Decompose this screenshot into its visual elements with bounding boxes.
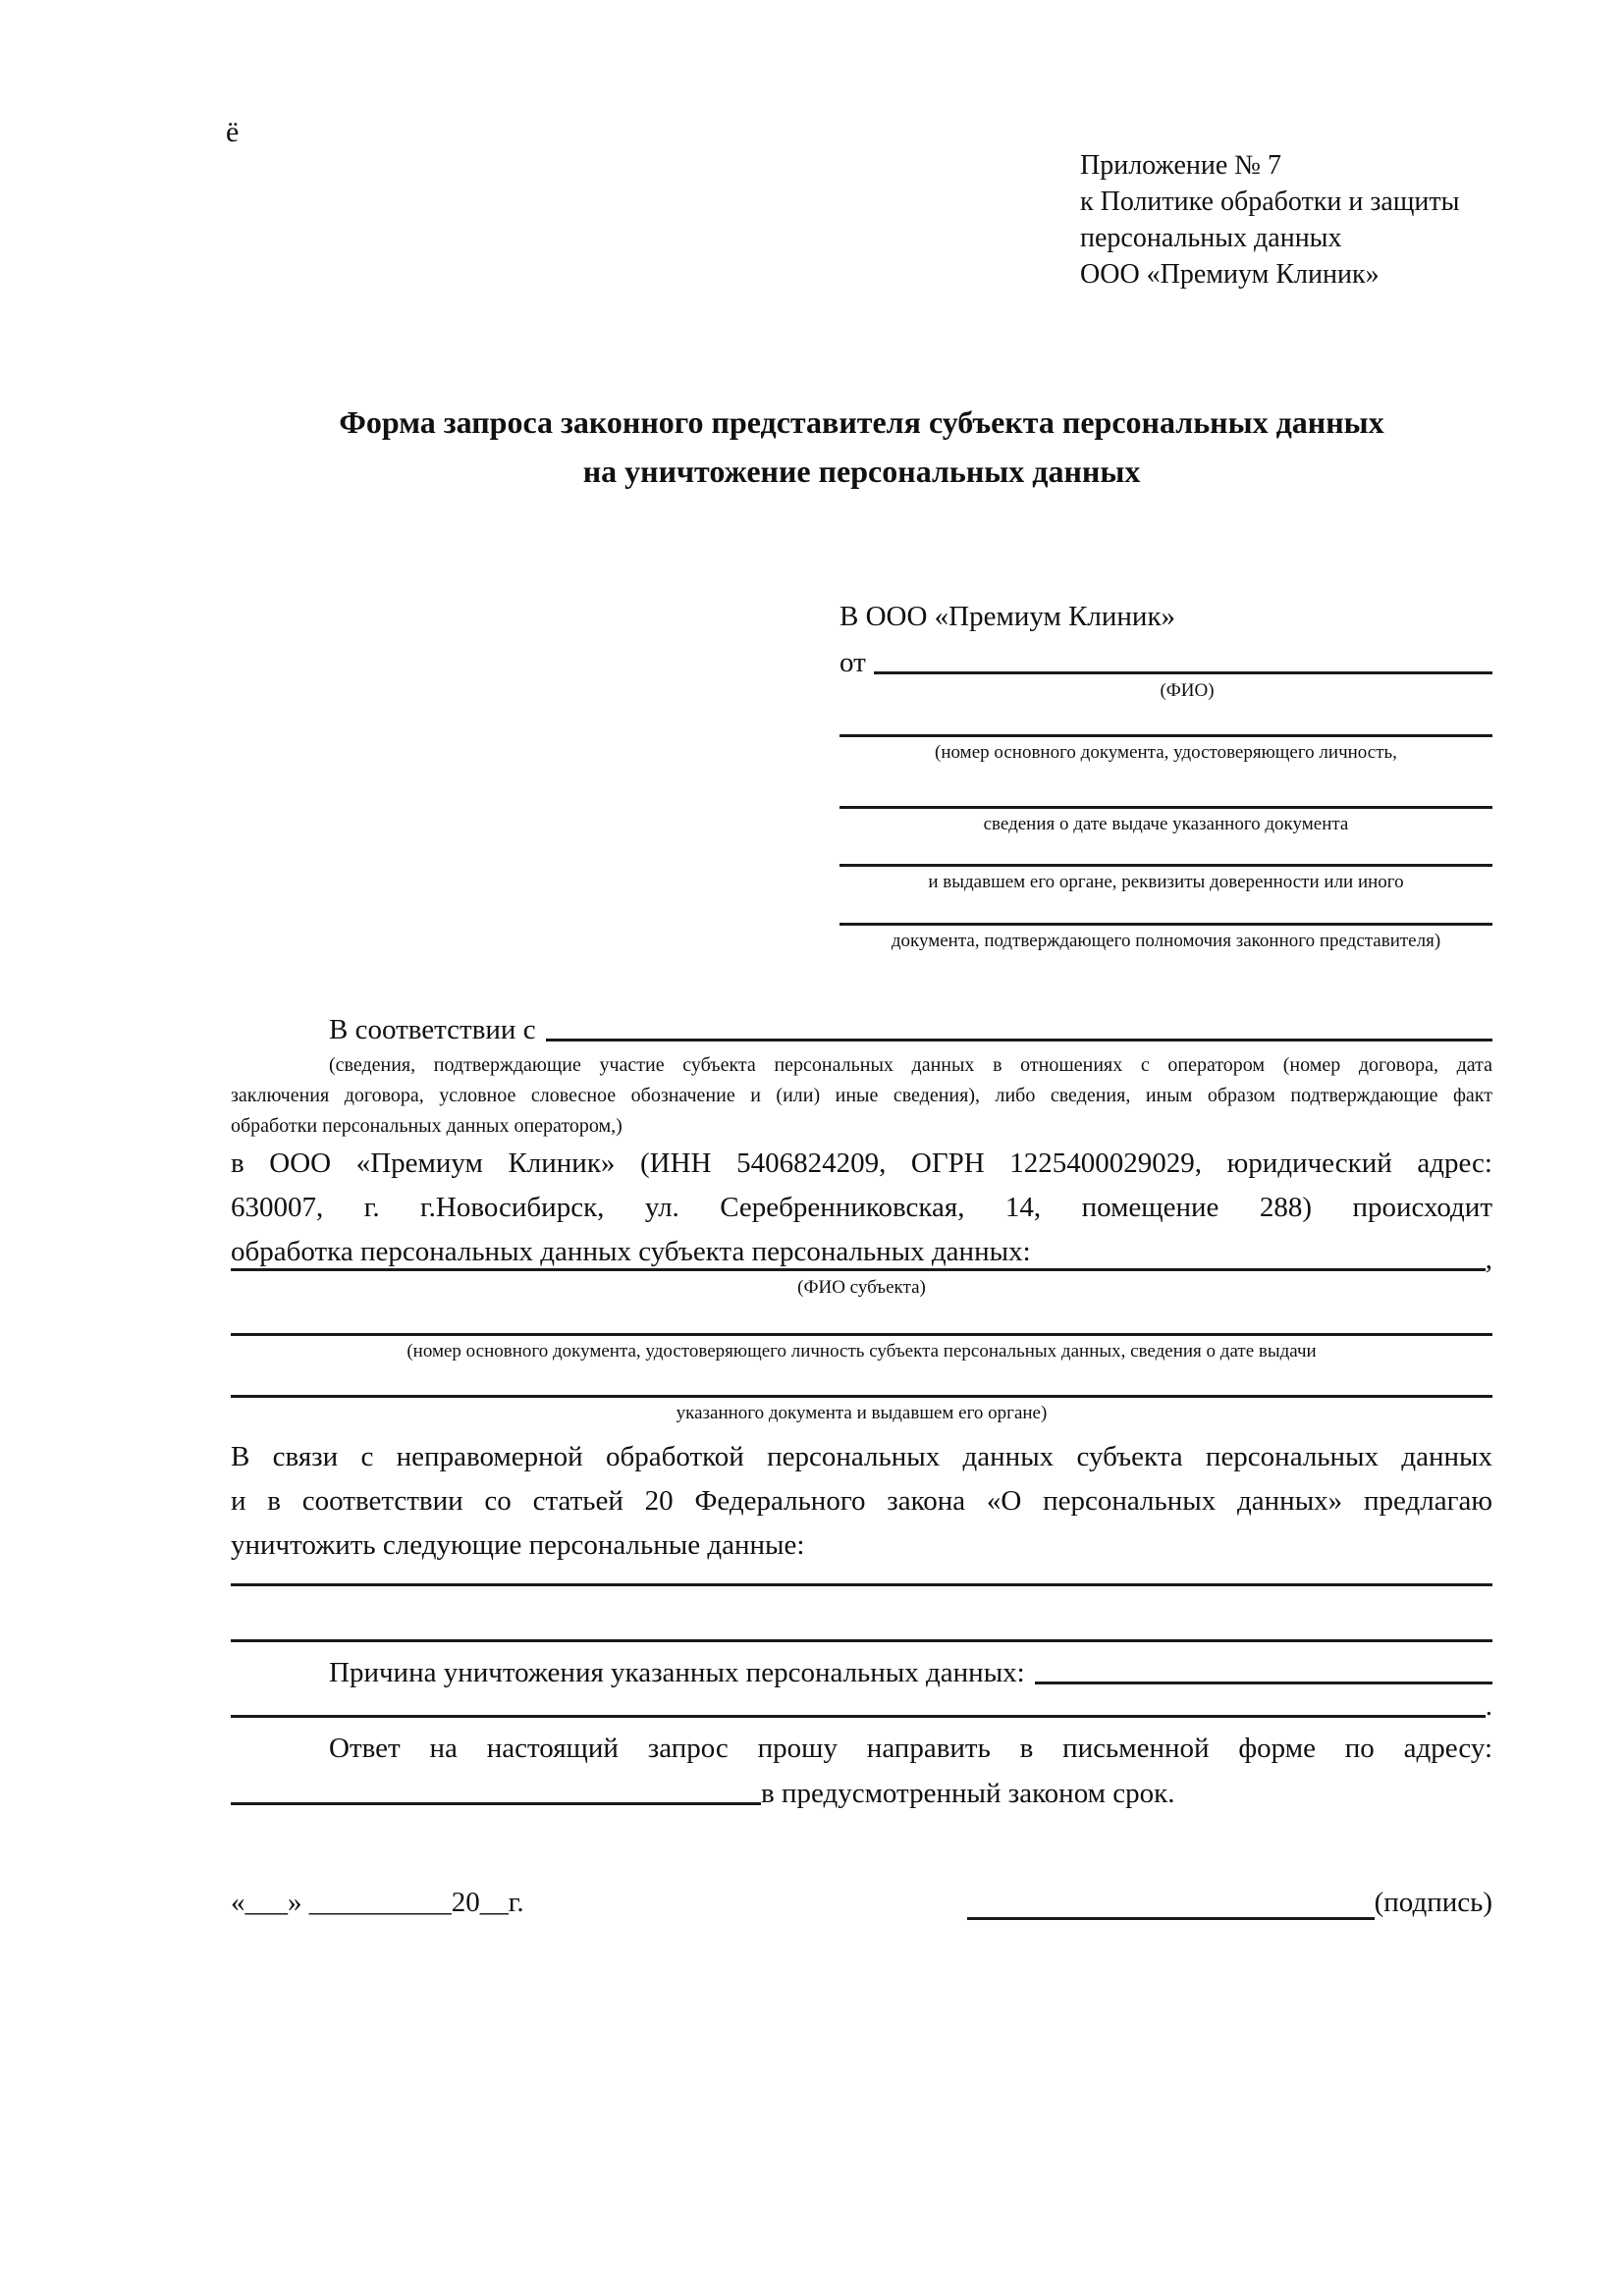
signature-fill-line bbox=[967, 1917, 1375, 1920]
reply-paragraph: Ответ на настоящий запрос прошу направить в письменной форме по адресу: bbox=[329, 1733, 1492, 1764]
stray-character: ё bbox=[226, 116, 240, 148]
accordance-note-line: обработки персональных данных оператором,) bbox=[231, 1115, 623, 1137]
document-title-line: на уничтожение персональных данных bbox=[582, 454, 1141, 489]
data-fill-line-2 bbox=[231, 1639, 1492, 1642]
representative-doc-caption-4: документа, подтверждающего полномочия законного представителя) bbox=[891, 931, 1441, 951]
document-title-line: Форма запроса законного представителя субъекта персональных данных bbox=[339, 404, 1384, 440]
subject-doc-caption-2: указанного документа и выдавшем его органе) bbox=[676, 1403, 1048, 1423]
accordance-fill-line bbox=[546, 1039, 1492, 1041]
signature-caption: (подпись) bbox=[1374, 1887, 1492, 1918]
appendix-line: ООО «Премиум Клиник» bbox=[1080, 259, 1380, 290]
footer-row bbox=[231, 1881, 1492, 1925]
appendix-line: Приложение № 7 bbox=[1080, 150, 1281, 181]
addressee-to: В ООО «Премиум Клиник» bbox=[839, 601, 1176, 632]
representative-doc-caption-3: и выдавшем его органе, реквизиты доверенности или иного bbox=[928, 872, 1404, 892]
document-title bbox=[231, 398, 1492, 496]
accordance-note-line: (сведения, подтверждающие участие субъекта персональных данных в отношениях с оператором (номер договора, дата bbox=[329, 1054, 1492, 1076]
accordance-note-line: заключения договора, условное словесное обозначение и (или) иные сведения), либо сведения, иным образом подтверждающие факт bbox=[231, 1085, 1492, 1106]
representative-doc-fill-line-3 bbox=[839, 864, 1492, 867]
subject-fio-caption: (ФИО субъекта) bbox=[797, 1277, 926, 1298]
unlawful-paragraph-line: уничтожить следующие персональные данные: bbox=[231, 1529, 805, 1561]
unlawful-paragraph bbox=[231, 1435, 1492, 1568]
unlawful-paragraph-line: В связи с неправомерной обработкой персональных данных субъекта персональных данных bbox=[231, 1441, 1492, 1472]
subject-doc-caption-1: (номер основного документа, удостоверяющего личность субъекта персональных данных, сведения о дате выдачи bbox=[406, 1341, 1317, 1362]
accordance-row bbox=[231, 1007, 1492, 1046]
date-line: «___» __________20__г. bbox=[231, 1887, 524, 1918]
from-row bbox=[839, 640, 1492, 679]
reason-continuation-row bbox=[231, 1687, 1492, 1723]
representative-doc-fill-line-4 bbox=[839, 923, 1492, 926]
signature-group bbox=[967, 1881, 1492, 1925]
unlawful-paragraph-line: и в соответствии со статьей 20 Федерального закона «О персональных данных» предлагаю bbox=[231, 1485, 1492, 1517]
subject-doc-fill-line-1 bbox=[231, 1333, 1492, 1336]
representative-doc-fill-line-1 bbox=[839, 734, 1492, 737]
data-fill-line-1 bbox=[231, 1583, 1492, 1586]
fio-caption: (ФИО) bbox=[1160, 680, 1215, 701]
appendix-line: персональных данных bbox=[1080, 223, 1342, 253]
reason-row bbox=[231, 1650, 1492, 1689]
reply-tail: в предусмотренный законом срок. bbox=[761, 1778, 1175, 1809]
representative-fio-fill-line bbox=[874, 671, 1492, 674]
accordance-label: В соответствии с bbox=[329, 1014, 536, 1045]
period-mark: . bbox=[1485, 1690, 1492, 1722]
addressee-block bbox=[839, 599, 1492, 953]
from-label: от bbox=[839, 647, 866, 678]
comma-mark: , bbox=[1485, 1244, 1492, 1275]
operator-paragraph-line: в ООО «Премиум Клиник» (ИНН 5406824209, ОГРН 1225400029029, юридический адрес: bbox=[231, 1148, 1492, 1179]
main-body bbox=[231, 1007, 1492, 1925]
reason-fill-line bbox=[1035, 1682, 1492, 1684]
reason-fill-line-2 bbox=[231, 1715, 1486, 1718]
accordance-note bbox=[231, 1050, 1492, 1142]
operator-paragraph-line: 630007, г. г.Новосибирск, ул. Серебренниковская, 14, помещение 288) происходит bbox=[231, 1192, 1492, 1223]
reply-term-row bbox=[231, 1771, 1492, 1810]
representative-doc-fill-line-2 bbox=[839, 806, 1492, 809]
reply-address-fill-line bbox=[231, 1802, 761, 1805]
appendix-line: к Политике обработки и защиты bbox=[1080, 187, 1460, 217]
representative-doc-caption-1: (номер основного документа, удостоверяющего личность, bbox=[935, 742, 1397, 763]
operator-paragraph-line: обработка персональных данных субъекта персональных данных: bbox=[231, 1236, 1031, 1267]
subject-fio-fill-line bbox=[231, 1268, 1486, 1271]
appendix-header bbox=[1080, 147, 1459, 293]
representative-doc-caption-2: сведения о дате выдаче указанного документа bbox=[983, 814, 1349, 834]
reason-label: Причина уничтожения указанных персональных данных: bbox=[329, 1657, 1025, 1688]
subject-doc-fill-line-2 bbox=[231, 1395, 1492, 1398]
